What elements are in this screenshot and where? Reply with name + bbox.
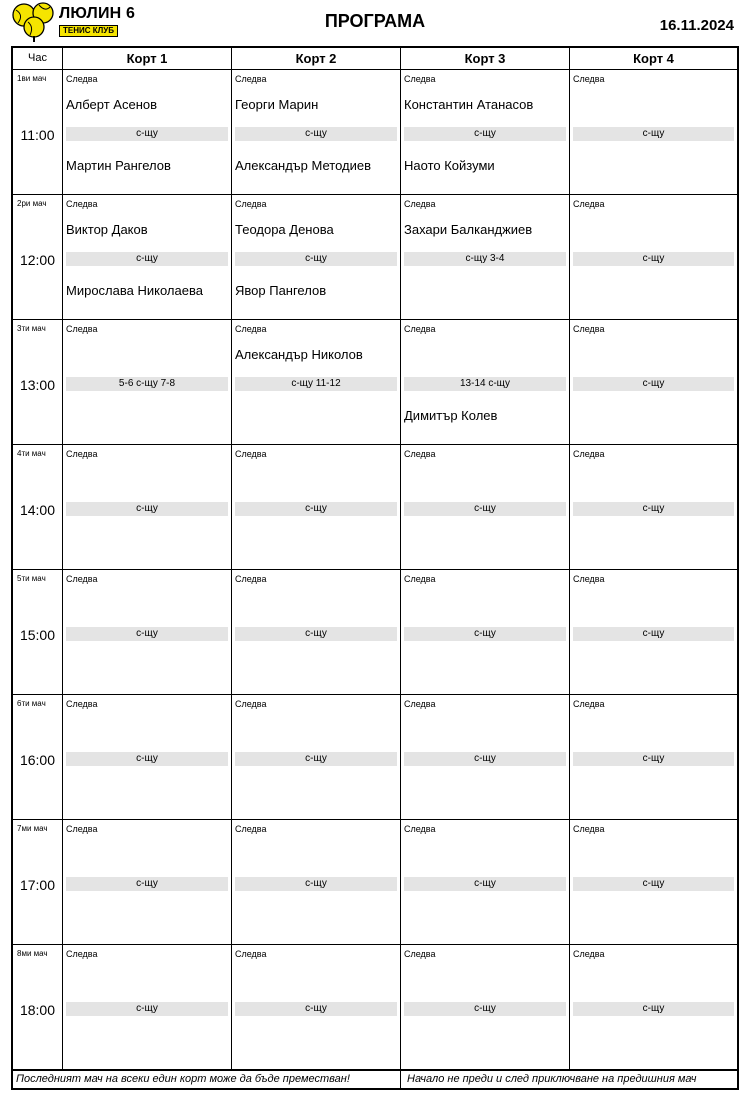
next-label: Следва — [235, 699, 267, 709]
versus-bar: с-щу — [573, 1002, 734, 1016]
match-number: 7ми мач — [17, 824, 48, 833]
page-header — [0, 0, 750, 46]
match-number: 5ти мач — [17, 574, 46, 583]
next-label: Следва — [573, 949, 605, 959]
player-top: Константин Атанасов — [404, 97, 534, 112]
footer-note-right: Начало не преди и след приключване на предишния мач — [407, 1073, 697, 1085]
versus-bar: с-щу — [235, 1002, 397, 1016]
versus-bar: с-щу — [235, 877, 397, 891]
player-top: Виктор Даков — [66, 222, 148, 237]
versus-bar: с-щу — [66, 1002, 228, 1016]
match-number: 8ми мач — [17, 949, 48, 958]
versus-bar: с-щу — [235, 252, 397, 266]
court-cell — [62, 445, 231, 569]
player-bottom: Александър Методиев — [235, 158, 372, 173]
court-cell — [62, 945, 231, 1069]
next-label: Следва — [66, 824, 98, 834]
slot-time: 15:00 — [19, 627, 56, 643]
player-bottom: Явор Пангелов — [235, 283, 327, 298]
next-label: Следва — [66, 949, 98, 959]
next-label: Следва — [235, 324, 267, 334]
page-date: 16.11.2024 — [659, 17, 734, 34]
next-label: Следва — [404, 199, 436, 209]
slot-time: 18:00 — [19, 1002, 56, 1018]
court-cell — [62, 695, 231, 819]
versus-bar: с-щу — [404, 127, 566, 141]
slot-row — [13, 820, 737, 945]
versus-bar: с-щу — [66, 877, 228, 891]
court-cell — [231, 570, 400, 694]
slot-time: 16:00 — [19, 752, 56, 768]
court-cell — [62, 70, 231, 194]
time-cell — [13, 820, 62, 944]
player-bottom: Наото Койзуми — [404, 158, 495, 173]
time-cell — [13, 195, 62, 319]
next-label: Следва — [573, 574, 605, 584]
versus-bar: 5-6 с-щу 7-8 — [66, 377, 228, 391]
player-bottom: Мирослава Николаева — [66, 283, 203, 298]
player-bottom: Димитър Колев — [404, 408, 498, 423]
next-label: Следва — [235, 199, 267, 209]
slot-row — [13, 445, 737, 570]
court-cell — [231, 820, 400, 944]
versus-bar: с-щу — [66, 252, 228, 266]
next-label: Следва — [404, 74, 436, 84]
slot-row — [13, 320, 737, 445]
table-footer — [13, 1070, 737, 1088]
court-2-header: Корт 2 — [231, 48, 400, 69]
footer-note-left: Последният мач на всеки един корт може да бъде преместван! — [16, 1073, 350, 1085]
next-label: Следва — [235, 949, 267, 959]
player-bottom: Мартин Рангелов — [66, 158, 171, 173]
court-cell — [231, 695, 400, 819]
versus-bar: с-щу — [573, 877, 734, 891]
versus-bar: с-щу — [66, 127, 228, 141]
versus-bar: с-щу — [404, 502, 566, 516]
court-cell — [400, 570, 569, 694]
slot-row — [13, 945, 737, 1070]
versus-bar: с-щу — [573, 502, 734, 516]
schedule-table — [11, 46, 739, 1090]
time-cell — [13, 70, 62, 194]
next-label: Следва — [404, 324, 436, 334]
slot-time: 11:00 — [20, 127, 55, 143]
next-label: Следва — [66, 324, 98, 334]
court-cell — [569, 570, 737, 694]
page-title: ПРОГРАМА — [324, 11, 426, 31]
table-header-row — [13, 48, 737, 70]
versus-bar: 13-14 с-щу — [404, 377, 566, 391]
next-label: Следва — [573, 324, 605, 334]
versus-bar: с-щу — [235, 752, 397, 766]
versus-bar: с-щу — [404, 1002, 566, 1016]
versus-bar: с-щу 11-12 — [235, 377, 397, 391]
court-cell — [569, 820, 737, 944]
versus-bar: с-щу — [66, 752, 228, 766]
court-4-header: Корт 4 — [569, 48, 737, 69]
match-number: 4ти мач — [17, 449, 46, 458]
next-label: Следва — [573, 74, 605, 84]
next-label: Следва — [235, 824, 267, 834]
next-label: Следва — [404, 574, 436, 584]
next-label: Следва — [66, 699, 98, 709]
court-cell — [569, 320, 737, 444]
next-label: Следва — [404, 699, 436, 709]
versus-bar: с-щу — [573, 627, 734, 641]
next-label: Следва — [573, 449, 605, 459]
slot-time: 12:00 — [19, 252, 56, 268]
next-label: Следва — [573, 699, 605, 709]
slot-time: 13:00 — [19, 377, 56, 393]
court-cell — [569, 445, 737, 569]
time-cell — [13, 570, 62, 694]
court-cell — [569, 945, 737, 1069]
match-number: 6ти мач — [17, 699, 46, 708]
time-cell — [13, 445, 62, 569]
logo-subtitle: ТЕНИС КЛУБ — [59, 25, 118, 37]
slot-row — [13, 70, 737, 195]
next-label: Следва — [235, 574, 267, 584]
court-cell — [569, 195, 737, 319]
player-top: Георги Марин — [235, 97, 319, 112]
player-top: Алберт Асенов — [66, 97, 158, 112]
time-cell — [13, 695, 62, 819]
logo-title: ЛЮЛИН 6 — [59, 5, 136, 22]
time-cell — [13, 320, 62, 444]
match-number: 1ви мач — [17, 74, 47, 83]
court-cell — [62, 195, 231, 319]
court-3-header: Корт 3 — [400, 48, 569, 69]
court-cell — [569, 70, 737, 194]
time-cell — [13, 945, 62, 1069]
court-cell — [400, 945, 569, 1069]
versus-bar: с-щу — [66, 627, 228, 641]
versus-bar: с-щу — [573, 127, 734, 141]
court-cell — [62, 820, 231, 944]
next-label: Следва — [66, 199, 98, 209]
versus-bar: с-щу — [573, 252, 734, 266]
player-top: Теодора Денова — [235, 222, 334, 237]
versus-bar: с-щу — [404, 627, 566, 641]
court-cell — [231, 195, 400, 319]
court-1-header: Корт 1 — [62, 48, 231, 69]
next-label: Следва — [404, 449, 436, 459]
match-number: 2ри мач — [17, 199, 47, 208]
next-label: Следва — [66, 574, 98, 584]
court-cell — [231, 945, 400, 1069]
match-number: 3ти мач — [17, 324, 46, 333]
versus-bar: с-щу — [573, 752, 734, 766]
court-cell — [62, 570, 231, 694]
next-label: Следва — [404, 824, 436, 834]
next-label: Следва — [573, 824, 605, 834]
court-cell — [62, 320, 231, 444]
slot-row — [13, 195, 737, 320]
versus-bar: с-щу — [235, 502, 397, 516]
court-cell — [400, 320, 569, 444]
court-cell — [400, 695, 569, 819]
player-top: Захари Балканджиев — [404, 222, 533, 237]
slot-time: 17:00 — [19, 877, 56, 893]
next-label: Следва — [404, 949, 436, 959]
court-cell — [569, 695, 737, 819]
next-label: Следва — [235, 74, 267, 84]
versus-bar: с-щу — [573, 377, 734, 391]
next-label: Следва — [66, 74, 98, 84]
versus-bar: с-щу — [404, 877, 566, 891]
next-label: Следва — [66, 449, 98, 459]
versus-bar: с-щу — [235, 127, 397, 141]
versus-bar: с-щу — [66, 502, 228, 516]
next-label: Следва — [573, 199, 605, 209]
court-cell — [400, 195, 569, 319]
slot-row — [13, 695, 737, 820]
court-cell — [231, 320, 400, 444]
next-label: Следва — [235, 449, 267, 459]
court-cell — [400, 820, 569, 944]
court-cell — [400, 70, 569, 194]
slot-row — [13, 570, 737, 695]
court-cell — [231, 70, 400, 194]
court-cell — [231, 445, 400, 569]
hour-column-header: Час — [28, 52, 47, 64]
versus-bar: с-щу 3-4 — [404, 252, 566, 266]
player-top: Александър Николов — [235, 347, 363, 362]
slot-time: 14:00 — [19, 502, 56, 518]
footer-divider — [400, 1071, 401, 1088]
versus-bar: с-щу — [235, 627, 397, 641]
court-cell — [400, 445, 569, 569]
versus-bar: с-щу — [404, 752, 566, 766]
